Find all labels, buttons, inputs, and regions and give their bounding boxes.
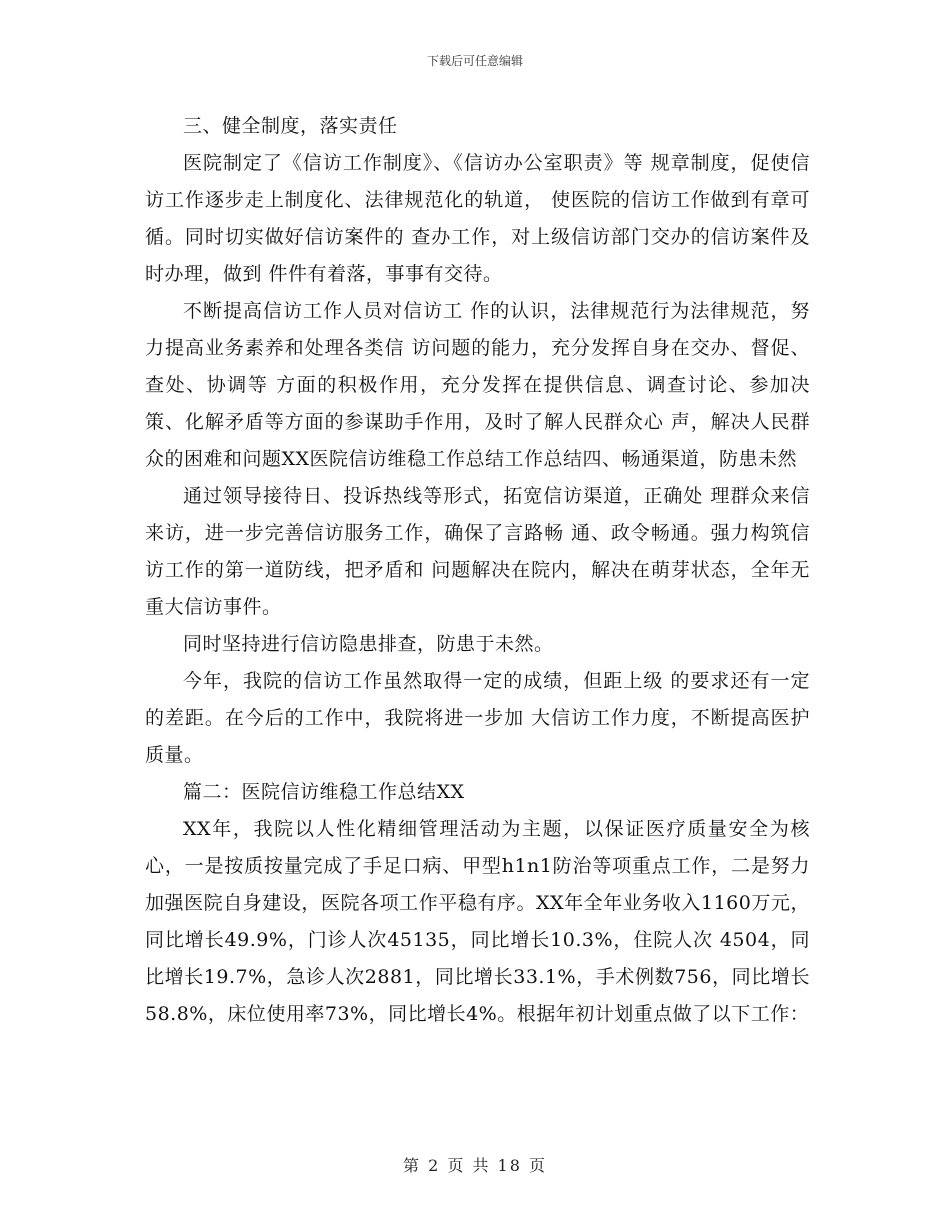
paragraph-channels: 通过领导接待日、投诉热线等形式，拓宽信访渠道，正确处 理群众来信来访，进一步完善信访服务工作，确保了言路畅 通、政令畅通。强力构筑信访工作的第一道防线，把矛盾和 问题解决在院内，解决在萌芽状态，全年无重大信访事件。 [145, 485, 810, 618]
document-body [145, 108, 810, 1033]
article-2-title: 篇二：医院信访维稳工作总结XX [183, 781, 465, 803]
paragraph-risk-check: 同时坚持进行信访隐患排查，防患于未然。 [183, 633, 554, 655]
page-header: 下载后可任意编辑 [426, 54, 523, 68]
paragraph-outlook: 今年，我院的信访工作虽然取得一定的成绩，但距上级 的要求还有一定的差距。在今后的工作中，我院将进一步加 大信访工作力度，不断提高医护质量。 [145, 670, 810, 766]
paragraph-staff-training: 不断提高信访工作人员对信访工 作的认识，法律规范行为法律规范，努力提高业务素养和处理各类信 访问题的能力，充分发挥自身在交办、督促、查处、协调等 方面的积极作用，充分发挥在提供信息、调查讨论、参加决 策、化解矛盾等方面的参谋助手作用，及时了解人民群众心 声，解决人民群众的困难和问题XX医院信访维稳工作总结工作总结四、畅通渠道，防患未然 [145, 300, 810, 470]
section-heading-3: 三、健全制度，落实责任 [183, 115, 398, 137]
page-number: 第 2 页 共 18 页 [403, 1156, 547, 1175]
paragraph-regulations: 医院制定了《信访工作制度》、《信访办公室职责》等 规章制度，促使信访工作逐步走上制度化、法律规范化的轨道， 使医院的信访工作做到有章可循。同时切实做好信访案件的 查办工作，对上级信访部门交办的信访案件及时办理，做到 件件有着落，事事有交待。 [145, 152, 810, 285]
paragraph-annual-summary: XX年，我院以人性化精细管理活动为主题，以保证医疗质量安全为核心，一是按质按量完成了手足口病、甲型h1n1防治等项重点工作，二是努力加强医院自身建设，医院各项工作平稳有序。XX年全年业务收入1160万元，同比增长49.9%，门诊人次45135，同比增长10.3%，住院人次 4504，同比增长19.7%，急诊人次2881，同比增长33.1%，手术例数756，同比增长58.8%，床位使用率73%，同比增长4%。根据年初计划重点做了以下工作： [145, 818, 810, 1025]
